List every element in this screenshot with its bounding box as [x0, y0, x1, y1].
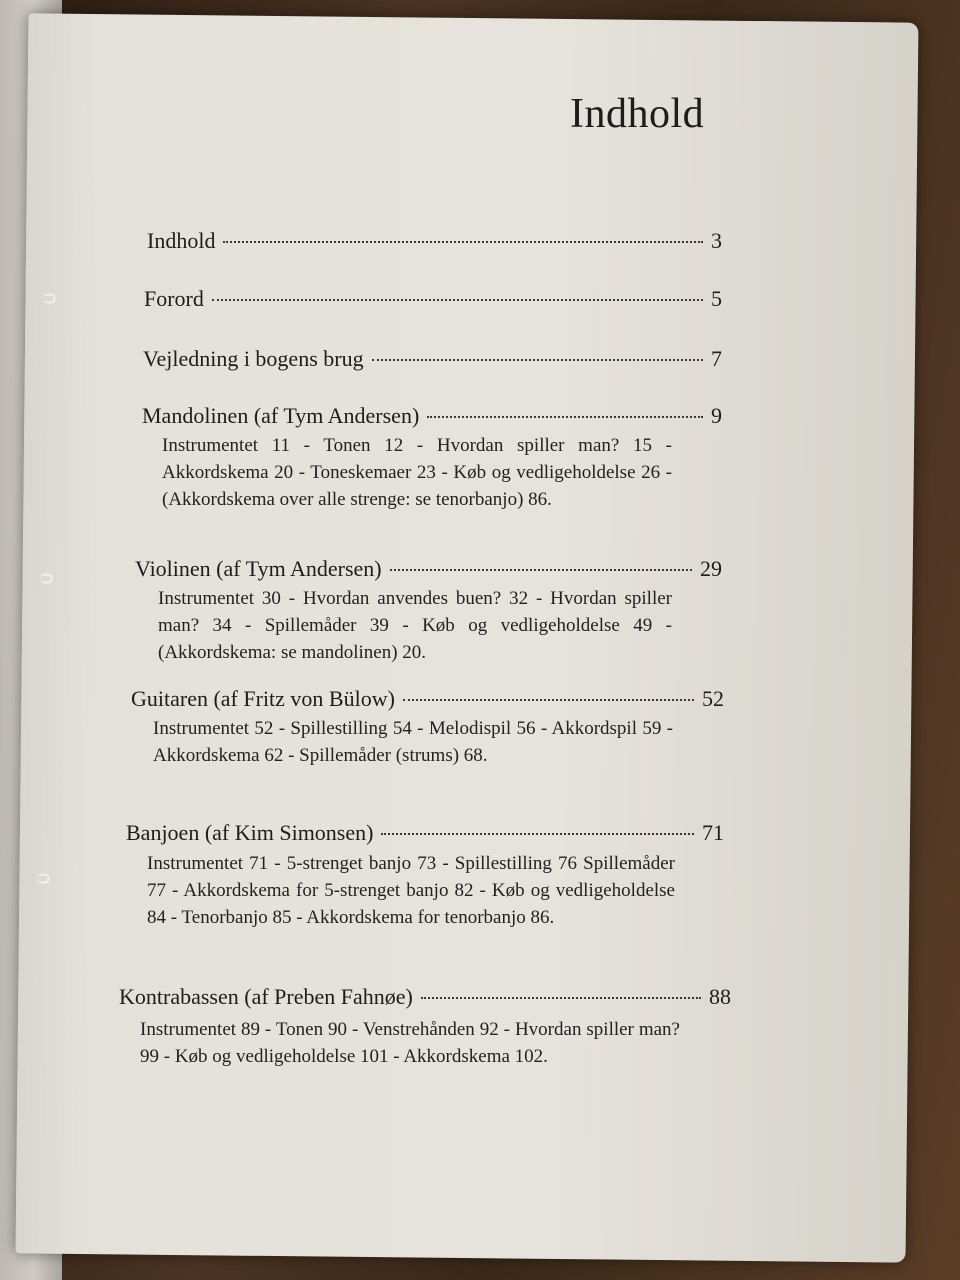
toc-entry: [126, 820, 724, 846]
toc-entry-page: 52: [702, 686, 724, 711]
toc-entry-title: Kontrabassen (af Preben Fahnøe): [119, 984, 413, 1009]
toc-entry-description: Instrumentet 52 - Spillestilling 54 - Melodispil 56 - Akkordspil 59 - Akkordskema 62 - Spillemåder (strums) 68.: [153, 718, 673, 766]
toc-entry-title: Banjoen (af Kim Simonsen): [126, 820, 374, 845]
toc-entry-page: 9: [711, 403, 722, 428]
page-title: Indhold: [570, 91, 705, 137]
leader-dots: [372, 359, 703, 361]
toc-entry-page: 5: [711, 286, 722, 311]
toc-entry-title: Violinen (af Tym Andersen): [135, 556, 382, 581]
toc-entry-description: Instrumentet 71 - 5-strenget banjo 73 - Spillestilling 76 Spillemåder 77 - Akkordskema for 5-strenget banjo 82 - Køb og vedligeholdelse 84 - Tenorbanjo 85 - Akkordskema for tenorbanjo 86.: [147, 853, 675, 928]
toc-entry: [143, 346, 722, 372]
toc-entry-title: Indhold: [147, 228, 216, 253]
toc-entry: [147, 228, 722, 254]
toc-entry-description: Instrumentet 11 - Tonen 12 - Hvordan spiller man? 15 - Akkordskema 20 - Toneskemaer 23 - Køb og vedligeholdelse 26 - (Akkordskema over alle strenge: se tenorbanjo) 86.: [162, 435, 672, 510]
toc-entry: [144, 286, 722, 312]
leader-dots: [212, 299, 703, 301]
toc-entry: [119, 984, 731, 1010]
leader-dots: [223, 241, 703, 243]
toc-entry-description: Instrumentet 89 - Tonen 90 - Venstrehånden 92 - Hvordan spiller man? 99 - Køb og vedligeholdelse 101 - Akkordskema 102.: [140, 1019, 680, 1067]
toc-entry-title: Mandolinen (af Tym Andersen): [142, 403, 420, 428]
toc-entry-page: 3: [711, 228, 722, 253]
leader-dots: [403, 699, 694, 701]
toc-entry: [135, 556, 722, 582]
toc-entry-page: 29: [700, 556, 722, 581]
leader-dots: [390, 569, 692, 571]
toc-entry-description: Instrumentet 30 - Hvordan anvendes buen? 32 - Hvordan spiller man? 34 - Spillemåder 39 - Køb og vedligeholdelse 49 - (Akkordskema: se mandolinen) 20.: [158, 588, 672, 663]
toc-entry: [131, 686, 724, 712]
toc-entry-page: 71: [702, 820, 724, 845]
leader-dots: [427, 416, 703, 418]
toc-entry: [142, 403, 722, 429]
toc-entry-title: Guitaren (af Fritz von Bülow): [131, 686, 395, 711]
toc-entry-title: Forord: [144, 286, 204, 311]
toc-entry-title: Vejledning i bogens brug: [143, 346, 364, 371]
leader-dots: [421, 997, 701, 999]
toc-entry-page: 7: [711, 346, 722, 371]
toc-entry-page: 88: [709, 984, 731, 1009]
leader-dots: [381, 833, 694, 835]
